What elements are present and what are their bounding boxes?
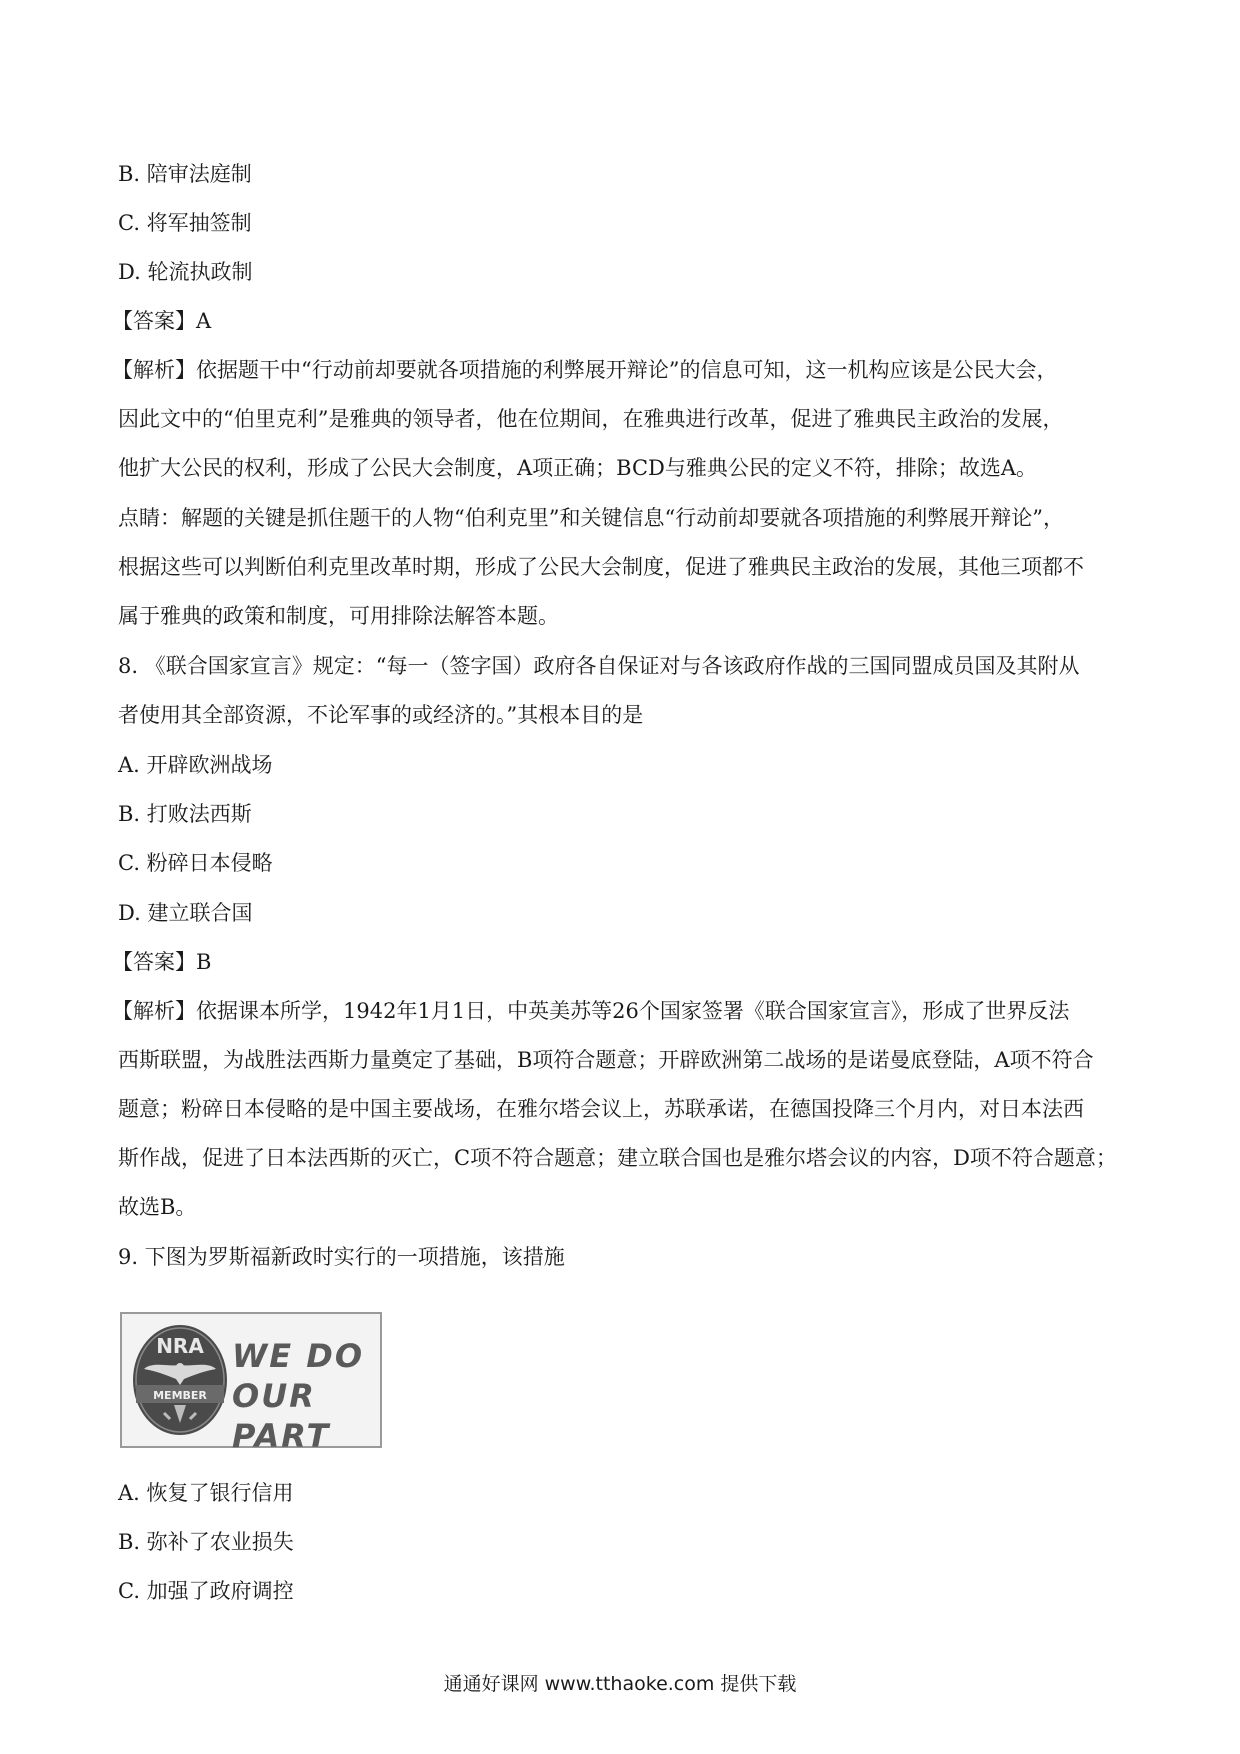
q8-analysis-line: 故选B。 <box>118 1195 197 1219</box>
seal-top-text: NRA <box>156 1334 204 1358</box>
q7-option-d: D. 轮流执政制 <box>118 260 253 284</box>
q7-answer: 【答案】A <box>112 309 212 333</box>
q7-option-c: C. 将军抽签制 <box>118 211 252 235</box>
q8-analysis-line: 题意；粉碎日本侵略的是中国主要战场，在雅尔塔会议上，苏联承诺，在德国投降三个月内，对日本法西 <box>118 1097 1084 1121</box>
q9-option-c: C. 加强了政府调控 <box>118 1579 294 1603</box>
q8-answer: 【答案】B <box>112 950 212 974</box>
nra-eagle-seal-icon <box>130 1321 230 1439</box>
q8-analysis-line: 西斯联盟，为战胜法西斯力量奠定了基础，B项符合题意；开辟欧洲第二战场的是诺曼底登陆，A项不符合 <box>118 1048 1094 1072</box>
q8-analysis-line: 【解析】依据课本所学，1942年1月1日，中英美苏等26个国家签署《联合国家宣言》，形成了世界反法 <box>112 999 1070 1023</box>
q8-option-c: C. 粉碎日本侵略 <box>118 851 273 875</box>
poster-slogan <box>232 1336 380 1456</box>
q7-tip-line: 根据这些可以判断伯利克里改革时期，形成了公民大会制度，促进了雅典民主政治的发展，其他三项都不 <box>118 555 1084 579</box>
q7-analysis-line: 因此文中的“伯里克利”是雅典的领导者，他在位期间，在雅典进行改革，促进了雅典民主政治的发展， <box>118 407 1064 431</box>
q7-analysis-line: 他扩大公民的权利，形成了公民大会制度，A项正确；BCD与雅典公民的定义不符，排除；故选A。 <box>118 456 1038 480</box>
page-footer: 通通好课网 www.tthaoke.com 提供下载 <box>443 1673 797 1695</box>
q7-tip-line: 属于雅典的政策和制度，可用排除法解答本题。 <box>118 604 559 628</box>
q7-option-b: B. 陪审法庭制 <box>118 162 252 186</box>
slogan-line-1: WE DO <box>232 1337 365 1375</box>
q8-analysis-line: 斯作战，促进了日本法西斯的灭亡，C项不符合题意；建立联合国也是雅尔塔会议的内容，D项不符合题意； <box>118 1146 1117 1170</box>
q8-option-d: D. 建立联合国 <box>118 901 253 925</box>
q8-stem-line: 者使用其全部资源，不论军事的或经济的。”其根本目的是 <box>118 703 644 727</box>
q9-option-a: A. 恢复了银行信用 <box>118 1481 294 1505</box>
q9-option-b: B. 弥补了农业损失 <box>118 1530 294 1554</box>
seal-band-text: MEMBER <box>153 1389 207 1402</box>
slogan-line-2: OUR PART <box>232 1377 331 1455</box>
q8-option-b: B. 打败法西斯 <box>118 802 252 826</box>
nra-poster-figure <box>120 1312 382 1455</box>
q8-stem-line: 8. 《联合国家宣言》规定：“每一（签字国）政府各自保证对与各该政府作战的三国同盟成员国及其附从 <box>118 654 1080 678</box>
q7-tip-line: 点睛：解题的关键是抓住题干的人物“伯利克里”和关键信息“行动前却要就各项措施的利弊展开辩论”， <box>118 506 1064 530</box>
q7-analysis-line: 【解析】依据题干中“行动前却要就各项措施的利弊展开辩论”的信息可知，这一机构应该是公民大会， <box>112 358 1058 382</box>
q9-stem: 9. 下图为罗斯福新政时实行的一项措施，该措施 <box>118 1245 565 1269</box>
q8-option-a: A. 开辟欧洲战场 <box>118 753 273 777</box>
